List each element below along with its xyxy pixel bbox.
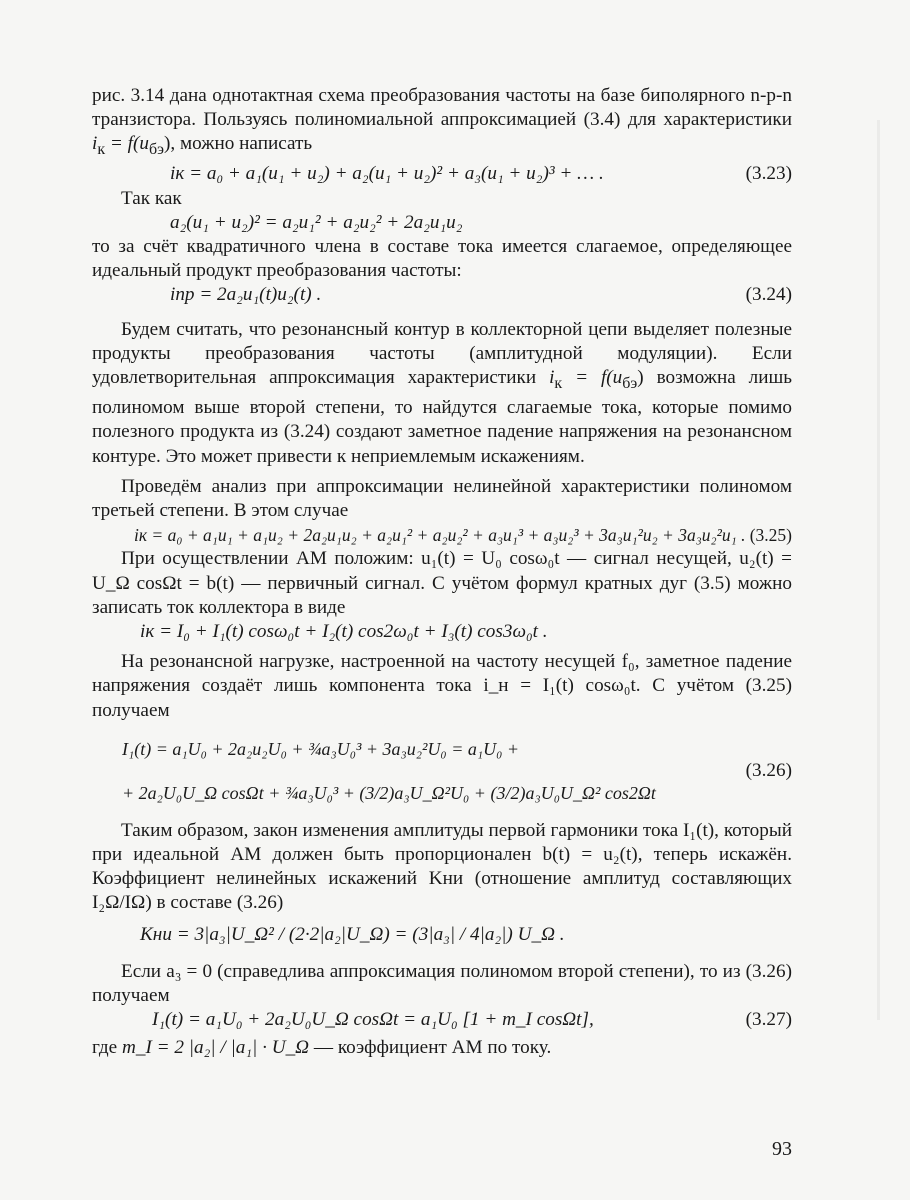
char-current-subscript: к	[97, 141, 106, 159]
paragraph-am: При осуществлении АМ положим: u₁(t) = U₀ cosω₀t — сигнал несущей, u₂(t) = U_Ω cosΩt = b(t) — первичный сигнал. С учётом формул кратных дуг (3.5) можно записать ток коллектора в виде	[92, 548, 792, 618]
equation-3-23-body: iк = a₀ + a₁(u₁ + u₂) + a₂(u₁ + u₂)² + a₃(u₁ + u₂)³ + … .	[170, 163, 604, 185]
equation-3-27-number: (3.27)	[745, 1008, 792, 1030]
equation-3-26	[92, 727, 792, 815]
equation-3-24-body: iпр = 2a₂u₁(t)u₂(t) .	[170, 284, 322, 306]
paragraph-quadratic: то за счёт квадратичного члена в составе тока имеется слагаемое, определяющее идеальный продукт преобразования частоты:	[92, 236, 792, 282]
modulation-index-formula: m_I = 2 |a₂| / |a₁| · U_Ω	[122, 1037, 310, 1059]
char-current-symbol-2: i	[549, 367, 555, 389]
equation-3-26-number: (3.26)	[745, 759, 792, 781]
paragraph-modulation-index-tail: — коэффициент АМ по току.	[309, 1037, 552, 1059]
page-number: 93	[772, 1138, 792, 1160]
equation-3-27	[92, 1008, 792, 1032]
equation-collector-current-body: iк = I₀ + I₁(t) cosω₀t + I₂(t) cos2ω₀t + I₃(t) cos3ω₀t .	[140, 620, 548, 642]
equation-3-23	[92, 162, 792, 186]
equation-3-24-number: (3.24)	[745, 284, 792, 306]
equation-3-27-body: I₁(t) = a₁U₀ + 2a₂U₀U_Ω cosΩt = a₁U₀ [1 + m_I cosΩt],	[152, 1008, 594, 1030]
paragraph-intro	[92, 84, 792, 162]
char-current-subscript-2: к	[554, 374, 563, 392]
char-function-subscript-2: бэ	[622, 374, 638, 392]
char-current-symbol: i	[92, 133, 98, 155]
paragraph-resonant-load: На резонансной нагрузке, настроенной на частоту несущей f₀, заметное падение напряжения создаёт лишь компонента тока i_н = I₁(t) cosω₀t. С учётом (3.25) получаем	[92, 651, 792, 721]
paragraph-modulation-index-where: где	[92, 1037, 118, 1059]
paragraph-tak-kak: Так как	[121, 187, 182, 209]
equation-3-23-number: (3.23)	[745, 163, 792, 185]
equation-3-25-number: (3.25)	[749, 525, 792, 546]
paragraph-second-degree: Если a₃ = 0 (справедлива аппроксимация полиномом второй степени), то из (3.26) получаем	[92, 960, 792, 1006]
equation-3-26-line-2: + 2a₂U₀U_Ω cosΩt + ¾a₃U₀³ + (3/2)a₃U_Ω²U₀ + (3/2)a₃U₀U_Ω² cos2Ωt	[122, 782, 656, 803]
paragraph-distortion: Таким образом, закон изменения амплитуды первой гармоники тока I₁(t), который при идеальной АМ должен быть пропорционален b(t) = u₂(t), теперь искажён. Коэффициент нелинейных искажений Kни (отношение амплитуд составляющих I₂Ω/IΩ) в составе (3.26)	[92, 819, 792, 914]
equation-kni	[92, 916, 792, 954]
paragraph-intro-text: рис. 3.14 дана однотактная схема преобразования частоты на базе биполярного n-p-n транзистора. Пользуясь полиномиальной аппроксимацией (3.4) для характеристики	[92, 85, 792, 131]
document-page	[92, 84, 792, 1060]
equation-3-25-body: iк = a₀ + a₁u₁ + a₁u₂ + 2a₂u₁u₂ + a₂u₁² + a₂u₂² + a₃u₁³ + a₃u₂³ + 3a₃u₁²u₂ + 3a₃u₂²u₁ .	[134, 525, 746, 546]
char-function-subscript: бэ	[148, 141, 164, 159]
equation-3-26-line-1: I₁(t) = a₁U₀ + 2a₂u₂U₀ + ¾a₃U₀³ + 3a₃u₂²U₀ = a₁U₀ +	[122, 738, 520, 759]
equation-3-25	[92, 523, 792, 547]
scan-edge-shadow	[877, 120, 880, 1020]
paragraph-modulation-index	[92, 1036, 792, 1060]
char-function-symbol: = f(u	[105, 133, 149, 155]
char-function-symbol-2: = f(u	[562, 367, 623, 389]
paragraph-resonant	[92, 318, 792, 469]
paragraph-intro-tail: ), можно написать	[164, 133, 313, 155]
paragraph-cubic: Проведём анализ при аппроксимации нелинейной характеристики полиномом третьей степени. В этом случае	[92, 475, 792, 521]
equation-square-body: a₂(u₁ + u₂)² = a₂u₁² + a₂u₂² + 2a₂u₁u₂	[170, 211, 463, 233]
equation-square	[92, 211, 792, 235]
equation-3-24	[92, 283, 792, 307]
equation-kni-body: Kни = 3|a₃|U_Ω² / (2·2|a₂|U_Ω) = (3|a₃| / 4|a₂|) U_Ω .	[140, 923, 565, 945]
paragraph-resonant-tail: ) возможна лишь полиномом выше второй степени, то найдутся слагаемые тока, которые помимо полезного продукта из (3.24) создают заметное падение напряжения на резонансном контуре. Это может привести к неприемлемым искажениям.	[92, 367, 793, 467]
paragraph-resonant-text: Будем считать, что резонансный контур в коллекторной цепи выделяет полезные продукты преобразования частоты (амплитудной модуляции). Если удовлетворительная аппроксимация характеристики	[92, 318, 792, 389]
equation-collector-current	[92, 620, 792, 644]
